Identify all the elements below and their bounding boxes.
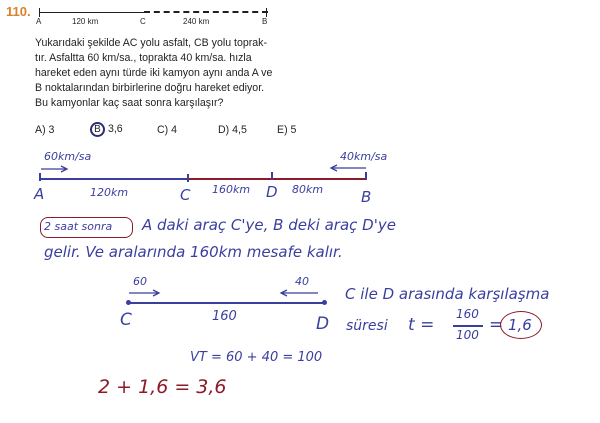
fraction-numerator: 160 bbox=[456, 307, 479, 321]
option-a[interactable]: A) 3 bbox=[35, 124, 55, 136]
arrow-right-icon bbox=[40, 165, 70, 173]
note-line-1: A daki araç C'ye, B deki araç D'ye bbox=[142, 216, 396, 234]
speed-right-label: 40km/sa bbox=[340, 150, 388, 163]
question-text bbox=[35, 36, 335, 111]
tick-d bbox=[271, 172, 273, 180]
segment-cd-line bbox=[128, 302, 324, 304]
speed-d-label: 40 bbox=[295, 275, 309, 288]
fraction-denominator: 100 bbox=[456, 328, 479, 342]
boxed-note: 2 saat sonra bbox=[44, 220, 113, 233]
meet-line-1: C ile D arasında karşılaşma bbox=[345, 285, 550, 303]
tick-a bbox=[39, 173, 41, 181]
note-line-2: gelir. Ve aralarında 160km mesafe kalır. bbox=[44, 243, 343, 261]
point-c-dot bbox=[126, 300, 131, 305]
question-line: B noktalarından birbirlerine doğru hareket ediyor. bbox=[35, 82, 265, 94]
arrow-left-icon bbox=[280, 289, 320, 297]
dirt-segment bbox=[144, 11, 268, 13]
printed-road-diagram bbox=[38, 4, 270, 30]
distance-cd: 160 bbox=[212, 309, 237, 324]
point-a: A bbox=[34, 185, 45, 203]
meet-result: 1,6 bbox=[508, 316, 532, 334]
meet-prefix: süresi bbox=[346, 318, 388, 334]
segment-ac-label: 120 km bbox=[72, 17, 99, 26]
option-c[interactable]: C) 4 bbox=[157, 124, 178, 136]
question-line: Bu kamyonlar kaç saat sonra karşılaşır? bbox=[35, 97, 224, 109]
point-d: D bbox=[316, 314, 330, 334]
segment-db-distance: 80km bbox=[292, 183, 324, 196]
option-d[interactable]: D) 4,5 bbox=[218, 124, 247, 136]
arrow-right-icon bbox=[128, 289, 162, 297]
option-e[interactable]: E) 5 bbox=[277, 124, 297, 136]
question-number: 110. bbox=[6, 4, 31, 19]
tick-b bbox=[365, 172, 367, 180]
tick-b bbox=[266, 8, 267, 17]
point-c: C bbox=[180, 186, 191, 204]
meet-t: t = bbox=[408, 315, 435, 335]
arrow-left-icon bbox=[330, 164, 368, 172]
point-c: C bbox=[120, 310, 132, 330]
segment-cd-distance: 160km bbox=[212, 183, 251, 196]
question-line: Yukarıdaki şekilde AC yolu asfalt, CB yolu toprak- bbox=[35, 37, 267, 49]
segment-ac-line bbox=[40, 178, 188, 180]
fraction-bar bbox=[453, 325, 483, 327]
point-b: B bbox=[361, 188, 372, 206]
tick-c bbox=[187, 174, 189, 182]
question-line: tır. Asfaltta 60 km/sa., toprakta 40 km/sa. hızla bbox=[35, 52, 252, 64]
selected-circle: B bbox=[90, 122, 105, 137]
final-answer: 2 + 1,6 = 3,6 bbox=[98, 376, 227, 398]
asphalt-segment bbox=[40, 12, 144, 13]
point-c-label: C bbox=[140, 17, 146, 26]
option-b-selected[interactable]: B 3,6 bbox=[90, 122, 123, 137]
point-b-label: B bbox=[262, 17, 268, 26]
total-speed: VT = 60 + 40 = 100 bbox=[190, 350, 323, 365]
segment-cb-label: 240 km bbox=[183, 17, 210, 26]
tick-a bbox=[39, 8, 40, 17]
question-line: hareket eden aynı türde iki kamyon aynı anda A ve bbox=[35, 67, 273, 79]
speed-c-label: 60 bbox=[133, 275, 147, 288]
point-d: D bbox=[266, 183, 278, 201]
point-d-dot bbox=[322, 300, 327, 305]
point-a-label: A bbox=[36, 17, 42, 26]
meet-equals: = bbox=[489, 315, 504, 335]
segment-ac-distance: 120km bbox=[90, 186, 129, 199]
segment-cb-line bbox=[188, 178, 366, 180]
speed-left-label: 60km/sa bbox=[44, 150, 92, 163]
